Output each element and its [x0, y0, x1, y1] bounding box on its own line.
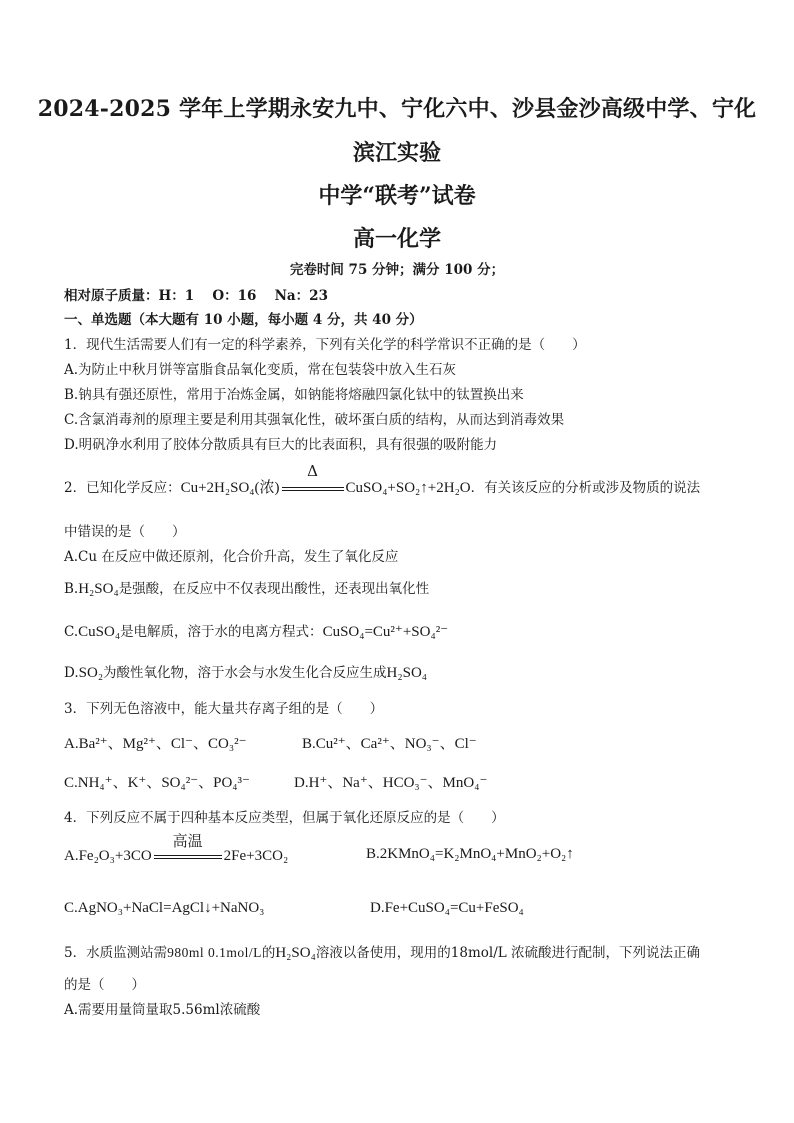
- q3-option-c: C.NH₄⁺、K⁺、SO₄²⁻、PO₄³⁻: [64, 775, 250, 791]
- q2-stem-cont: 中错误的是（ ）: [64, 524, 186, 540]
- q4-option-a: [64, 831, 289, 865]
- q5-quantity: 980ml 0.1mol/L: [167, 945, 262, 960]
- q2-b-text: 是强酸，在反应中不仅表现出酸性，还表现出氧化性: [118, 581, 430, 597]
- q2-d-label: D.: [64, 665, 79, 681]
- q2-c-label: C.: [64, 624, 79, 640]
- q2-option-d: [64, 661, 427, 682]
- q5-text-e: 溶液以备使用，现用的18mol/L 浓硫酸进行配制，下列说法正确: [315, 945, 701, 961]
- q2-c-equation: CuSO₄=Cu²⁺+SO₄²⁻: [322, 624, 449, 640]
- q3-option-d: D.H⁺、Na⁺、HCO₃⁻、MnO₄⁻: [294, 775, 488, 791]
- q4-a-right: 2Fe+3CO₂: [223, 848, 289, 864]
- q5-option-a: A.需要用量筒量取5.56ml浓硫酸: [64, 1002, 261, 1018]
- q4-condition: 高温: [172, 831, 203, 850]
- exam-info: 完卷时间 75 分钟；满分 100 分；: [289, 262, 505, 278]
- double-line: [282, 487, 344, 491]
- q1-option-b: B.钠具有强还原性，常用于冶炼金属，如钠能将熔融四氯化钛中的钛置换出来: [64, 387, 524, 403]
- q5-formula: H₂SO₄: [275, 945, 316, 961]
- q3-stem: 3．下列无色溶液中，能大量共存离子组的是（ ）: [64, 701, 384, 717]
- q2-d-formula: SO₂: [78, 665, 104, 681]
- exam-title-line2: 滨江实验: [352, 140, 441, 166]
- q4-stem: 4．下列反应不属于四种基本反应类型，但属于氧化还原反应的是（ ）: [64, 810, 505, 826]
- q2-b-formula: H₂SO₄: [78, 581, 119, 597]
- section-title: 一、单选题（本大题有 10 小题，每小题 4 分，共 40 分）: [64, 312, 423, 328]
- q5-stem: [64, 941, 700, 962]
- q2-condition: Δ: [307, 461, 318, 480]
- q4-a-left: A.Fe₂O₃+3CO: [64, 848, 152, 864]
- q2-d-text: 为酸性氧化物，溶于水会与水发生化合反应生成: [103, 665, 387, 681]
- q2-suffix: ．有关该反应的分析或涉及物质的说法: [470, 480, 701, 496]
- q2-b-label: B.: [64, 581, 79, 597]
- q2-d-end: H₂SO₄: [386, 665, 428, 681]
- q4-option-b: B.2KMnO₄=K₂MnO₄+MnO₂+O₂↑: [366, 846, 574, 862]
- q5-text-a: 5．水质监测站需: [64, 945, 168, 961]
- double-line: [154, 855, 222, 859]
- atomic-mass-info: 相对原子质量：H：1 O：16 Na：23: [64, 288, 328, 304]
- q1-option-c: C.含氯消毒剂的原理主要是利用其强氧化性，破坏蛋白质的结构，从而达到消毒效果: [64, 412, 565, 428]
- q2-eq-left: Cu+2H₂SO₄(浓): [180, 480, 280, 496]
- q2-option-b: [64, 577, 429, 598]
- q4-option-d: D.Fe+CuSO₄=Cu+FeSO₄: [370, 900, 524, 916]
- q2-stem: [64, 461, 701, 497]
- q2-condition-arrow: [282, 461, 344, 496]
- q3-option-b: B.Cu²⁺、Ca²⁺、NO₃⁻、Cl⁻: [302, 736, 477, 752]
- q1-option-a: A.为防止中秋月饼等富脂食品氧化变质，常在包装袋中放入生石灰: [64, 362, 457, 378]
- q1-option-d: D.明矾净水利用了胶体分散质具有巨大的比表面积，具有很强的吸附能力: [64, 437, 498, 453]
- q2-eq-right: CuSO₄+SO₂↑+2H₂O: [345, 480, 471, 496]
- q5-text-c: 的: [261, 945, 276, 961]
- q2-option-c: [64, 620, 448, 641]
- q2-prefix: 2．已知化学反应：: [64, 480, 181, 496]
- q4-option-c: C.AgNO₃+NaCl=AgCl↓+NaNO₃: [64, 900, 265, 916]
- q2-c-text: 是电解质，溶于水的电离方程式：: [120, 624, 323, 640]
- q2-option-a: A.Cu 在反应中做还原剂，化合价升高，发生了氧化反应: [64, 549, 399, 565]
- q2-c-formula: CuSO₄: [78, 624, 121, 640]
- exam-title-line3: 中学“联考”试卷: [318, 183, 476, 209]
- q3-option-a: A.Ba²⁺、Mg²⁺、Cl⁻、CO₃²⁻: [64, 736, 247, 752]
- q4-condition-arrow: [154, 831, 222, 864]
- subject-title: 高一化学: [352, 226, 441, 252]
- q1-stem: 1．现代生活需要人们有一定的科学素养，下列有关化学的科学常识不正确的是（ ）: [64, 337, 586, 353]
- exam-title-line1: 2024-2025 学年上学期永安九中、宁化六中、沙县金沙高级中学、宁化: [37, 96, 757, 122]
- q5-stem-cont: 的是（ ）: [64, 977, 145, 993]
